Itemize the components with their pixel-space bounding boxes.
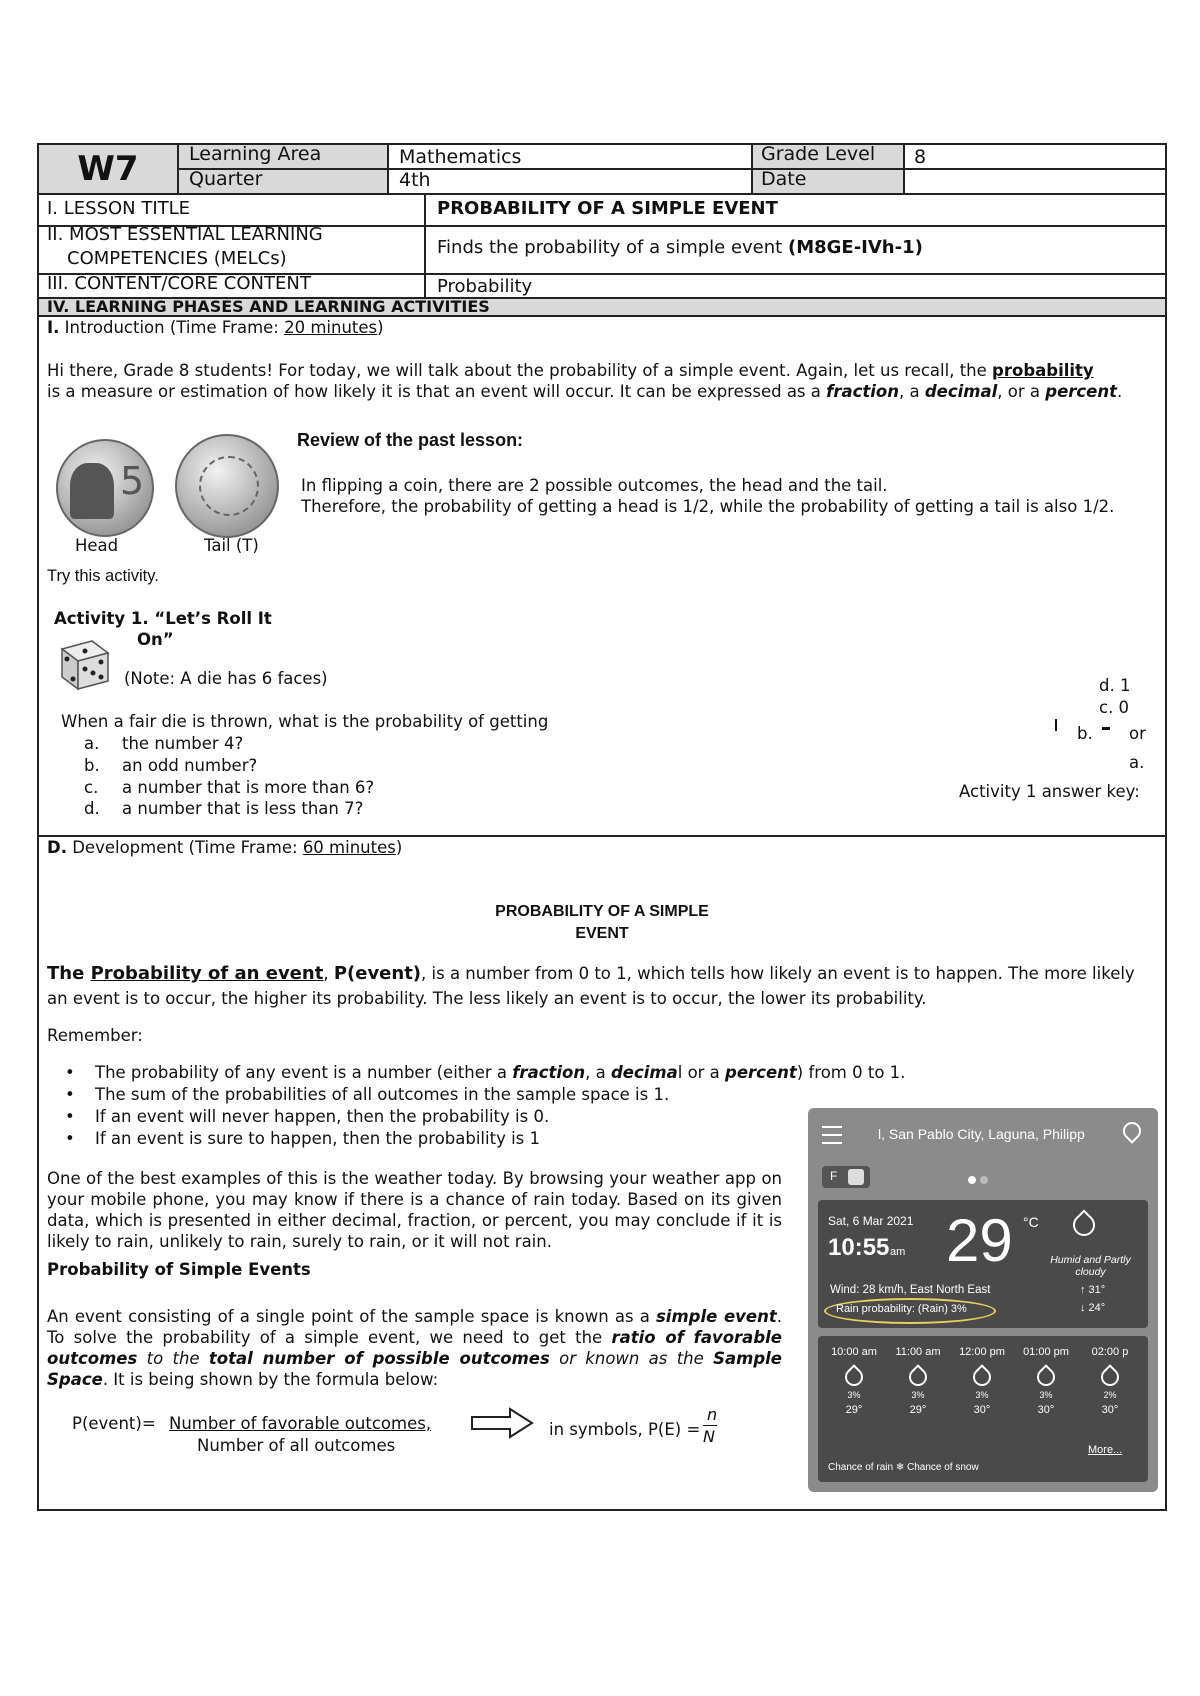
remember-item: • If an event will never happen, then the probability is 0.: [65, 1106, 1165, 1128]
weather-rain-probability: Rain probability: (Rain) 3%: [836, 1303, 967, 1315]
tail-label: Tail (T): [204, 536, 259, 555]
lesson-title-label: I. LESSON TITLE: [47, 198, 191, 219]
hourly-item: [888, 1346, 948, 1416]
answer-fraction-mark: [1055, 719, 1057, 731]
hourly-temp: 30°: [1101, 1404, 1119, 1416]
raindrop-icon: [969, 1364, 994, 1389]
melc-label-1: II. MOST ESSENTIAL LEARNING: [47, 224, 323, 245]
content-label: III. CONTENT/CORE CONTENT: [47, 273, 311, 294]
die-note: (Note: A die has 6 faces): [124, 669, 328, 688]
quarter-value: 4th: [399, 169, 431, 191]
hourly-item: [824, 1346, 884, 1416]
hourly-rain-chance: 3%: [1039, 1390, 1053, 1400]
definition-paragraph: The Probability of an event, P(event), is a number from 0 to 1, which tells how likely an event is to happen. The more likely an event is to occur, the higher its probability. The less likely an event is to occur, the lower its probability.: [47, 963, 1135, 1008]
activity-item-a: a. the number 4?: [84, 734, 244, 753]
formula-denominator: Number of all outcomes: [197, 1436, 396, 1455]
formula-symbols: in symbols, P(E) =: [549, 1420, 701, 1439]
answer-a: a.: [1129, 753, 1145, 772]
activity-item-b: b. an odd number?: [84, 756, 258, 775]
weather-app-image: [808, 1108, 1158, 1492]
hourly-item: [1016, 1346, 1076, 1416]
weather-location: l, San Pablo City, Laguna, Philipp: [878, 1126, 1085, 1142]
weather-high: ↑ 31°: [1080, 1284, 1106, 1296]
learning-area-value: Mathematics: [399, 146, 522, 168]
simple-events-paragraph: An event consisting of a single point of the sample space is known as a simple event. To solve the probability of a simple event, we need to get the ratio of favorable outcomes to the total number of possible outcomes or known as the Sample Space. It is being shown by the formula below:: [47, 1307, 782, 1389]
activity-title-1: Activity 1. “Let’s Roll It: [54, 609, 272, 628]
raindrop-icon: [1033, 1364, 1058, 1389]
weather-unit-c: °C: [1023, 1214, 1039, 1230]
raindrop-icon: [841, 1364, 866, 1389]
answer-or: or: [1129, 724, 1146, 743]
intro-paragraph: Hi there, Grade 8 students! For today, we will talk about the probability of a simple event. Again, let us recall, the probability is a measure or estimation of how likely it is that an event will occur. It can be expressed as a fraction, a decimal, or a percent.: [47, 361, 1123, 401]
learning-area-label: Learning Area: [189, 143, 322, 165]
raindrop-icon: [1068, 1209, 1099, 1240]
weather-date: Sat, 6 Mar 2021: [828, 1214, 914, 1228]
coin-head-image: [56, 439, 154, 537]
weather-temp: 29: [946, 1207, 1013, 1274]
remember-label: Remember:: [47, 1026, 143, 1045]
hourly-rain-chance: 2%: [1103, 1390, 1117, 1400]
week-label: W7: [77, 149, 139, 189]
phases-label: IV. LEARNING PHASES AND LEARNING ACTIVITIES: [47, 297, 490, 316]
activity-item-d: d. a number that is less than 7?: [84, 799, 364, 818]
remember-item: • The sum of the probabilities of all outcomes in the sample space is 1.: [65, 1084, 1165, 1106]
formula-lhs: P(event)=: [72, 1414, 156, 1433]
hourly-time: 10:00 am: [831, 1346, 877, 1358]
hourly-time: 02:00 p: [1091, 1346, 1129, 1358]
try-activity: Try this activity.: [47, 567, 159, 585]
page-dot-active: [968, 1176, 976, 1184]
simple-events-heading: Probability of Simple Events: [47, 1260, 311, 1279]
review-line-1: In flipping a coin, there are 2 possible outcomes, the head and the tail.: [301, 476, 888, 495]
intro-heading: I. Introduction (Time Frame: 20 minutes): [47, 318, 384, 337]
unit-toggle: [822, 1166, 870, 1188]
weather-legend: Chance of rain ❄ Chance of snow: [828, 1462, 979, 1473]
development-heading: D. Development (Time Frame: 60 minutes): [47, 838, 403, 857]
dev-title-2: EVENT: [575, 925, 629, 942]
arrow-right-icon: [470, 1407, 534, 1439]
melc-value: Finds the probability of a simple event (M8GE-IVh-1): [437, 237, 923, 258]
hourly-forecast: [818, 1336, 1148, 1456]
raindrop-icon: [1097, 1364, 1122, 1389]
formula-bar: [703, 1425, 717, 1426]
quarter-label: Quarter: [189, 168, 263, 190]
activity-question: When a fair die is thrown, what is the probability of getting: [61, 712, 549, 731]
coin-digit: 5: [120, 459, 145, 503]
hourly-temp: 29°: [909, 1404, 927, 1416]
hourly-time: 12:00 pm: [959, 1346, 1005, 1358]
formula-n: n: [707, 1405, 718, 1424]
hourly-time: 01:00 pm: [1023, 1346, 1069, 1358]
review-line-2: Therefore, the probability of getting a head is 1/2, while the probability of getting a tail is also 1/2.: [301, 497, 1115, 516]
grade-level-label: Grade Level: [761, 143, 876, 165]
formula-N: N: [703, 1427, 715, 1446]
hourly-item: [1080, 1346, 1140, 1416]
hourly-rain-chance: 3%: [911, 1390, 925, 1400]
weather-ampm: am: [890, 1246, 906, 1258]
date-label: Date: [761, 168, 807, 190]
dev-title-1: PROBABILITY OF A SIMPLE: [495, 903, 709, 920]
review-title: Review of the past lesson:: [297, 430, 524, 450]
hourly-temp: 30°: [973, 1404, 991, 1416]
hourly-rain-chance: 3%: [847, 1390, 861, 1400]
hourly-item: [952, 1346, 1012, 1416]
weather-low: ↓ 24°: [1080, 1302, 1106, 1314]
activity-item-c: c. a number that is more than 6?: [84, 778, 375, 797]
more-link[interactable]: More...: [1088, 1444, 1123, 1456]
lesson-title-value: PROBABILITY OF A SIMPLE EVENT: [437, 198, 778, 219]
die-icon: [54, 633, 114, 693]
formula-numerator: Number of favorable outcomes,: [169, 1414, 432, 1433]
hourly-rain-chance: 3%: [975, 1390, 989, 1400]
answer-d: d. 1: [1099, 676, 1131, 695]
content-value: Probability: [437, 276, 533, 297]
melc-label-2: COMPETENCIES (MELCs): [67, 248, 287, 269]
head-label: Head: [75, 536, 119, 555]
hourly-temp: 29°: [845, 1404, 863, 1416]
grade-level-value: 8: [914, 146, 927, 168]
hourly-temp: 30°: [1037, 1404, 1055, 1416]
coin-tail-image: [175, 434, 279, 538]
unit-f: F: [830, 1169, 838, 1183]
answer-b: b.: [1077, 724, 1093, 743]
menu-icon: [822, 1126, 842, 1144]
location-pin-icon: [1119, 1118, 1144, 1143]
weather-condition: Humid and Partly cloudy: [1050, 1254, 1131, 1278]
raindrop-icon: [905, 1364, 930, 1389]
remember-item: • The probability of any event is a number (either a fraction, a decimal or a percent) from 0 to 1.: [65, 1062, 1165, 1084]
weather-paragraph: One of the best examples of this is the weather today. By browsing your weather app on your mobile phone, you may know if there is a chance of rain today. Based on its given data, which is presented in either decimal, fraction, or percent, you may conclude if it is likely to rain, unlikely to rain, surely to rain, or it will not rain.: [47, 1169, 782, 1251]
answer-c: c. 0: [1099, 698, 1130, 717]
page-dot: [980, 1176, 988, 1184]
hourly-forecast-card: [818, 1336, 1148, 1482]
weather-wind: Wind: 28 km/h, East North East: [830, 1284, 991, 1296]
weather-time: 10:55: [828, 1234, 890, 1261]
hourly-time: 11:00 am: [895, 1346, 941, 1358]
current-weather-card: [818, 1200, 1148, 1328]
answer-fraction-bar: [1102, 727, 1110, 730]
answer-key-label: Activity 1 answer key:: [959, 782, 1140, 801]
activity-title-2: On”: [137, 630, 174, 649]
remember-item: • If an event is sure to happen, then the probability is 1: [65, 1128, 1165, 1150]
